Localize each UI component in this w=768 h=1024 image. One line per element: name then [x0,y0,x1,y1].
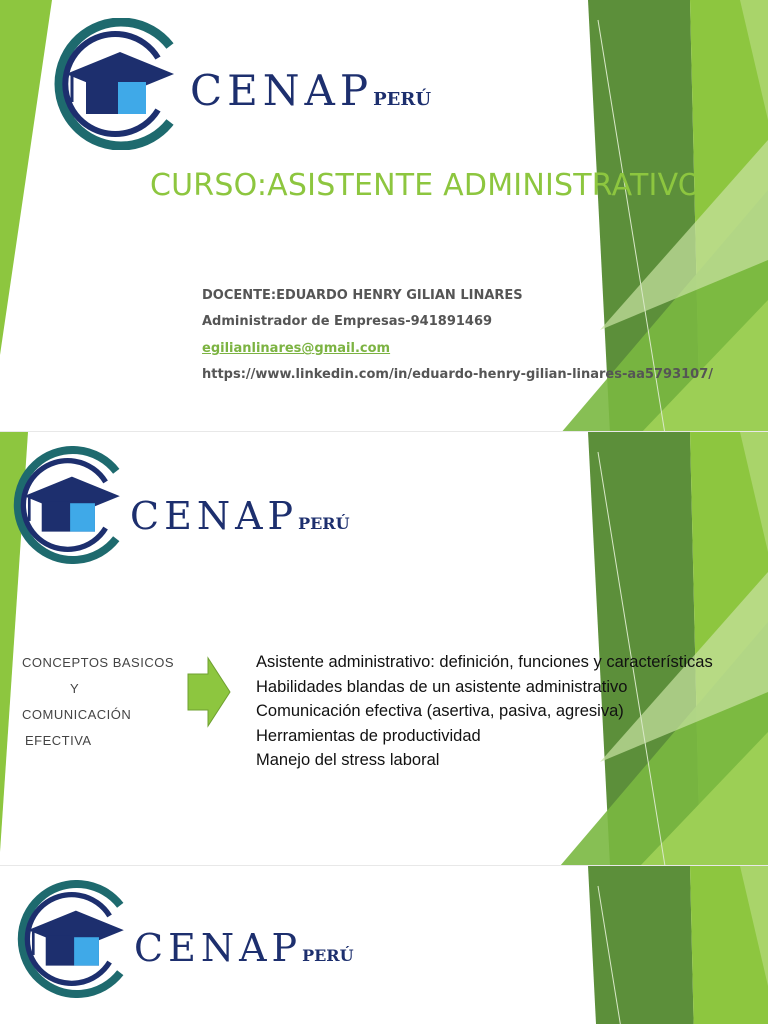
cenap-logo [8,446,134,564]
cenap-logo-text [190,66,431,115]
concepts-line: CONCEPTOS BASICOS [22,655,175,670]
email-link[interactable]: egilianlinares@gmail.com [202,341,391,356]
cenap-logo [12,880,138,998]
logo-suffix: PERÚ [302,946,354,965]
cenap-logo-text [130,494,350,538]
concepts-line: COMUNICACIÓN [22,707,132,722]
topic-item: Asistente administrativo: definición, funciones y características [256,653,713,671]
concepts-line: Y [70,681,80,696]
profession: Administrador de Empresas-941891469 [202,314,493,329]
topic-item: Manejo del stress laboral [256,751,440,769]
topic-item: Habilidades blandas de un asistente administrativo [256,677,628,696]
linkedin-url[interactable]: https://www.linkedin.com/in/eduardo-henry-gilian-linares-aa5793107/ [202,367,713,382]
concepts-label [22,650,174,754]
logo-suffix: PERÚ [373,89,432,110]
course-title: CURSO:ASISTENTE ADMINISTRATIVO [150,168,702,203]
topic-item: Comunicación efectiva (asertiva, pasiva, agresiva) [256,702,624,720]
logo-suffix: PERÚ [298,514,350,533]
docente-name: DOCENTE:EDUARDO HENRY GILIAN LINARES [202,288,523,303]
topic-item: Herramientas de productividad [256,726,481,745]
logo-brand: CENAP [134,926,303,970]
slide-1 [0,0,768,432]
arrow-right-icon [186,656,232,728]
concepts-line: EFECTIVA [25,733,92,748]
logo-brand: CENAP [190,66,374,115]
logo-brand: CENAP [130,494,299,538]
cenap-logo [48,18,190,150]
cenap-logo-text [134,926,354,970]
topics-list [256,650,713,773]
email-line [202,341,390,356]
